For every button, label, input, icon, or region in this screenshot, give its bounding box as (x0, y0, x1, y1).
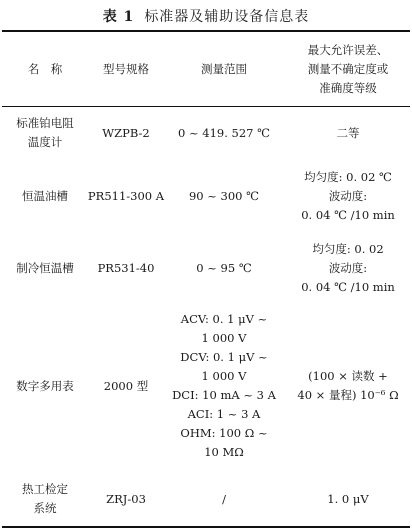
row-name-text: 恒温油槽 (22, 188, 68, 203)
row-accuracy-cell (284, 110, 412, 156)
row-range-cell (162, 110, 286, 156)
row-accuracy-cell (284, 166, 412, 226)
row-accuracy-line: 40 × 量程) 10⁻⁶ Ω (297, 388, 399, 402)
row-accuracy-line: 波动度: (328, 260, 368, 275)
row-accuracy-line: (100 × 读数 + (308, 369, 388, 383)
row-model-cell (88, 166, 164, 226)
row-model-text: PR531-40 (97, 260, 155, 275)
row-name-line: 热工检定 (22, 482, 68, 496)
row-range-cell (162, 166, 286, 226)
table-caption-title: 标准器及辅助设备信息表 (144, 9, 310, 25)
header-accuracy-line: 最大允许误差、 (307, 42, 389, 57)
row-name-line: 温度计 (27, 135, 63, 149)
row-accuracy-line: 0. 04 ℃ /10 min (301, 207, 395, 222)
row-range-line: DCI: 10 mA ~ 3 A (172, 388, 276, 402)
table-caption (0, 6, 412, 26)
row-name-cell (0, 238, 90, 298)
row-range-text: 90 ~ 300 ℃ (188, 188, 260, 203)
row-name-text: 制冷恒温槽 (16, 260, 74, 275)
row-range-line: 1 000 V (201, 369, 247, 383)
row-model-text: PR511-300 A (87, 188, 165, 203)
row-model-text: ZRJ-03 (106, 491, 146, 506)
row-accuracy-cell (284, 476, 412, 522)
row-range-text: 0 ~ 95 ℃ (196, 260, 252, 275)
top-rule (2, 30, 410, 32)
row-range-line: 1 000 V (201, 331, 247, 345)
row-model-text: 2000 型 (103, 378, 149, 393)
bottom-rule (2, 526, 410, 528)
row-range-line: DCV: 0. 1 μV ~ (180, 350, 268, 364)
row-range-cell (162, 310, 286, 462)
row-accuracy-line: 均匀度: 0. 02 (312, 241, 384, 256)
header-model-text: 型号规格 (103, 61, 149, 76)
header-model (88, 34, 164, 104)
row-accuracy-cell (284, 238, 412, 298)
row-model-cell (88, 238, 164, 298)
row-model-text: WZPB-2 (102, 125, 150, 140)
header-name (0, 34, 90, 104)
row-accuracy-line: 均匀度: 0. 02 ℃ (304, 169, 392, 184)
row-range-cell (162, 476, 286, 522)
header-accuracy-line: 准确度等级 (319, 80, 377, 95)
row-accuracy-line: 0. 04 ℃ /10 min (301, 279, 395, 294)
row-name-text: 数字多用表 (16, 378, 74, 393)
row-model-cell (88, 476, 164, 522)
header-accuracy-line: 测量不确定度或 (307, 61, 389, 76)
header-range (162, 34, 286, 104)
row-range-line: ACI: 1 ~ 3 A (187, 407, 261, 421)
row-range-line: ACV: 0. 1 μV ~ (180, 312, 268, 326)
row-name-cell (0, 310, 90, 462)
row-model-cell (88, 310, 164, 462)
row-model-cell (88, 110, 164, 156)
table-caption-label: 表 1 (102, 9, 135, 25)
row-name-line: 系统 (33, 501, 57, 515)
row-range-line: OHM: 100 Ω ~ (180, 426, 268, 440)
header-name-text: 名 称 (27, 61, 63, 76)
row-name-cell (0, 110, 90, 156)
row-accuracy-cell (284, 310, 412, 462)
row-range-text: / (222, 491, 226, 506)
row-range-cell (162, 238, 286, 298)
row-name-cell (0, 476, 90, 522)
row-accuracy-text: 二等 (336, 125, 360, 140)
row-accuracy-text: 1. 0 μV (327, 491, 369, 506)
header-rule (2, 106, 410, 107)
header-range-text: 测量范围 (201, 61, 247, 76)
row-range-line: 10 MΩ (204, 445, 244, 459)
row-name-line: 标准铂电阻 (16, 116, 74, 130)
row-range-text: 0 ~ 419. 527 ℃ (178, 125, 270, 140)
row-accuracy-line: 波动度: (328, 188, 368, 203)
header-accuracy (284, 34, 412, 104)
row-name-cell (0, 166, 90, 226)
